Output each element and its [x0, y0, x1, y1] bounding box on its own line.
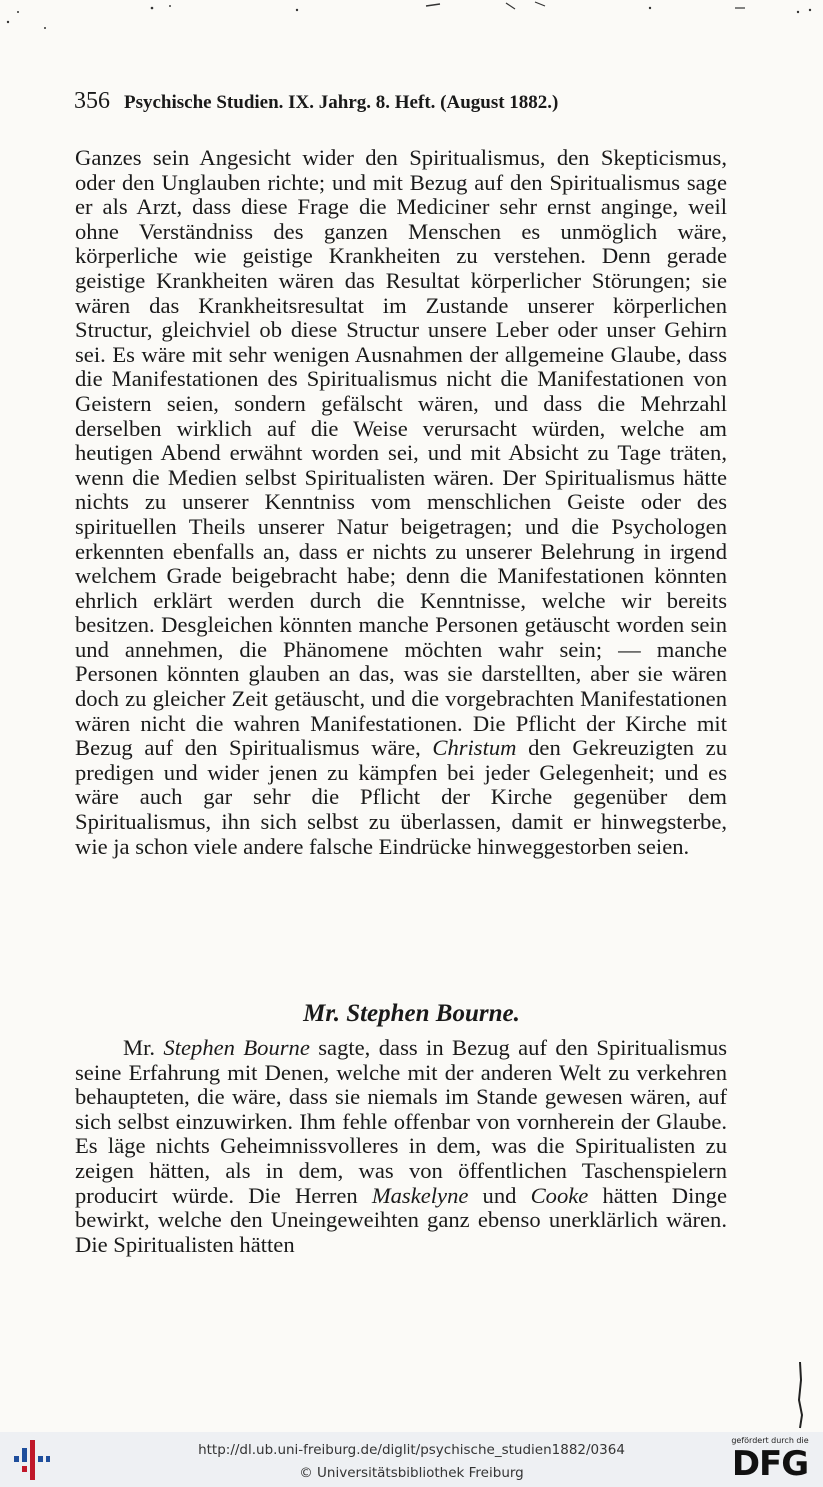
margin-scan-mark	[790, 1360, 810, 1430]
para1-italic-name: Christum	[432, 735, 517, 761]
scan-specks	[0, 0, 823, 30]
para1-text: Ganzes sein Angesicht wider den Spiritualismus, den Skepticismus, oder den Unglauben richte; und mit Bezug auf den Spiritualismus sage er als Arzt, dass diese Frage die Mediciner sehr ernst anginge, weil ohne Verständniss des ganzen Menschen es unmöglich wäre, körperliche wie geistige Krankheiten zu verstehen. Denn gerade geistige Krankheiten wären das Resultat körperlicher Störungen; sie wären das Krankheitsresultat im Zustande unserer körperlichen Structur, gleichviel ob diese Structur unsere Leber oder unser Gehirn sei. Es wäre mit sehr wenigen Ausnahmen der allgemeine Glaube, dass die Manifestationen des Spiritualismus nicht die Manifestationen von Geistern seien, sondern gefälscht wären, und dass die Mehrzahl derselben wirklich auf die Weise verursacht würden, welche am heutigen Abend erwähnt worden sei, und mit Absicht zu Tage träten, wenn die Medien selbst Spiritualisten wären. Der Spiritualismus hätte nichts zu unserer Kenntniss vom menschlichen Geiste oder des spirituellen Theils unserer Natur beigetragen; und die Psychologen erkennten ebenfalls an, dass er nichts zu unserer Belehrung in irgend welchem Grade beigebracht habe; denn die Manifestationen könnten ehrlich erklärt werden durch die Kenntnisse, welche wir bereits besitzen. Desgleichen könnten manche Personen getäuscht worden sein und annehmen, die Phänomene möchten wahr sein; — manche Personen könnten glauben an das, was sie darstellten, aber sie wären doch zu gleicher Zeit getäuscht, und die vorgebrachten Manifestationen wären nicht die wahren Manifestationen. Die Pflicht der Kirche mit Bezug auf den Spiritualismus wäre,	[75, 145, 727, 761]
para2-text: Mr.	[123, 1035, 164, 1060]
dfg-logo-text: DFG	[731, 1444, 809, 1484]
dfg-tagline: gefördert durch die	[731, 1436, 809, 1445]
running-head-title: Psychische Studien. IX. Jahrg. 8. Heft. (August 1882.)	[124, 92, 559, 113]
para2-text: und	[468, 1182, 531, 1208]
para1-text: den Gekreuzigten zu predigen und wider jenen zu kämpfen bei jeder Gelegenheit; und es wäre auch gar sehr die Pflicht der Kirche gegenüber dem Spiritualismus, ihn sich selbst zu überlassen, damit er hinwegsterbe, wie ja schon viele andere falsche Eindrücke hinweggestorben seien.	[75, 735, 727, 859]
body-paragraph-2	[75, 1036, 727, 1257]
running-head	[74, 88, 724, 118]
section-heading: Mr. Stephen Bourne.	[303, 1000, 520, 1027]
page-number: 356	[74, 88, 110, 114]
dfg-logo[interactable]	[724, 1436, 816, 1484]
para2-text: hätten Dinge bewirkt, welche den Uneingeweihten ganz ebenso unerklärlich wären. Die Spiritualisten hätten	[75, 1182, 727, 1257]
viewer-footer	[0, 1432, 823, 1487]
footer-copyright: © Universitätsbibliothek Freiburg	[299, 1465, 524, 1481]
para2-italic-name: Cooke	[530, 1182, 589, 1208]
footer-url[interactable]: http://dl.ub.uni-freiburg.de/diglit/psychische_studien1882/0364	[198, 1442, 625, 1458]
body-paragraph-1	[75, 146, 727, 859]
para2-text: sagte, dass in Bezug auf den Spiritualismus seine Erfahrung mit Denen, welche mit der anderen Welt zu verkehren behaupteten, die wäre, dass sie niemals im Stande gewesen wären, auf sich selbst einzuwirken. Ihm fehle offenbar von vornherein der Glaube. Es läge nichts Geheimnissvolleres in dem, was die Spiritualisten zu zeigen hätten, als in dem, was von öffentlichen Taschenspielern producirt würde. Die Herren	[75, 1035, 727, 1208]
para2-italic-name: Stephen Bourne	[163, 1035, 310, 1060]
para2-italic-name: Maskelyne	[371, 1182, 469, 1208]
